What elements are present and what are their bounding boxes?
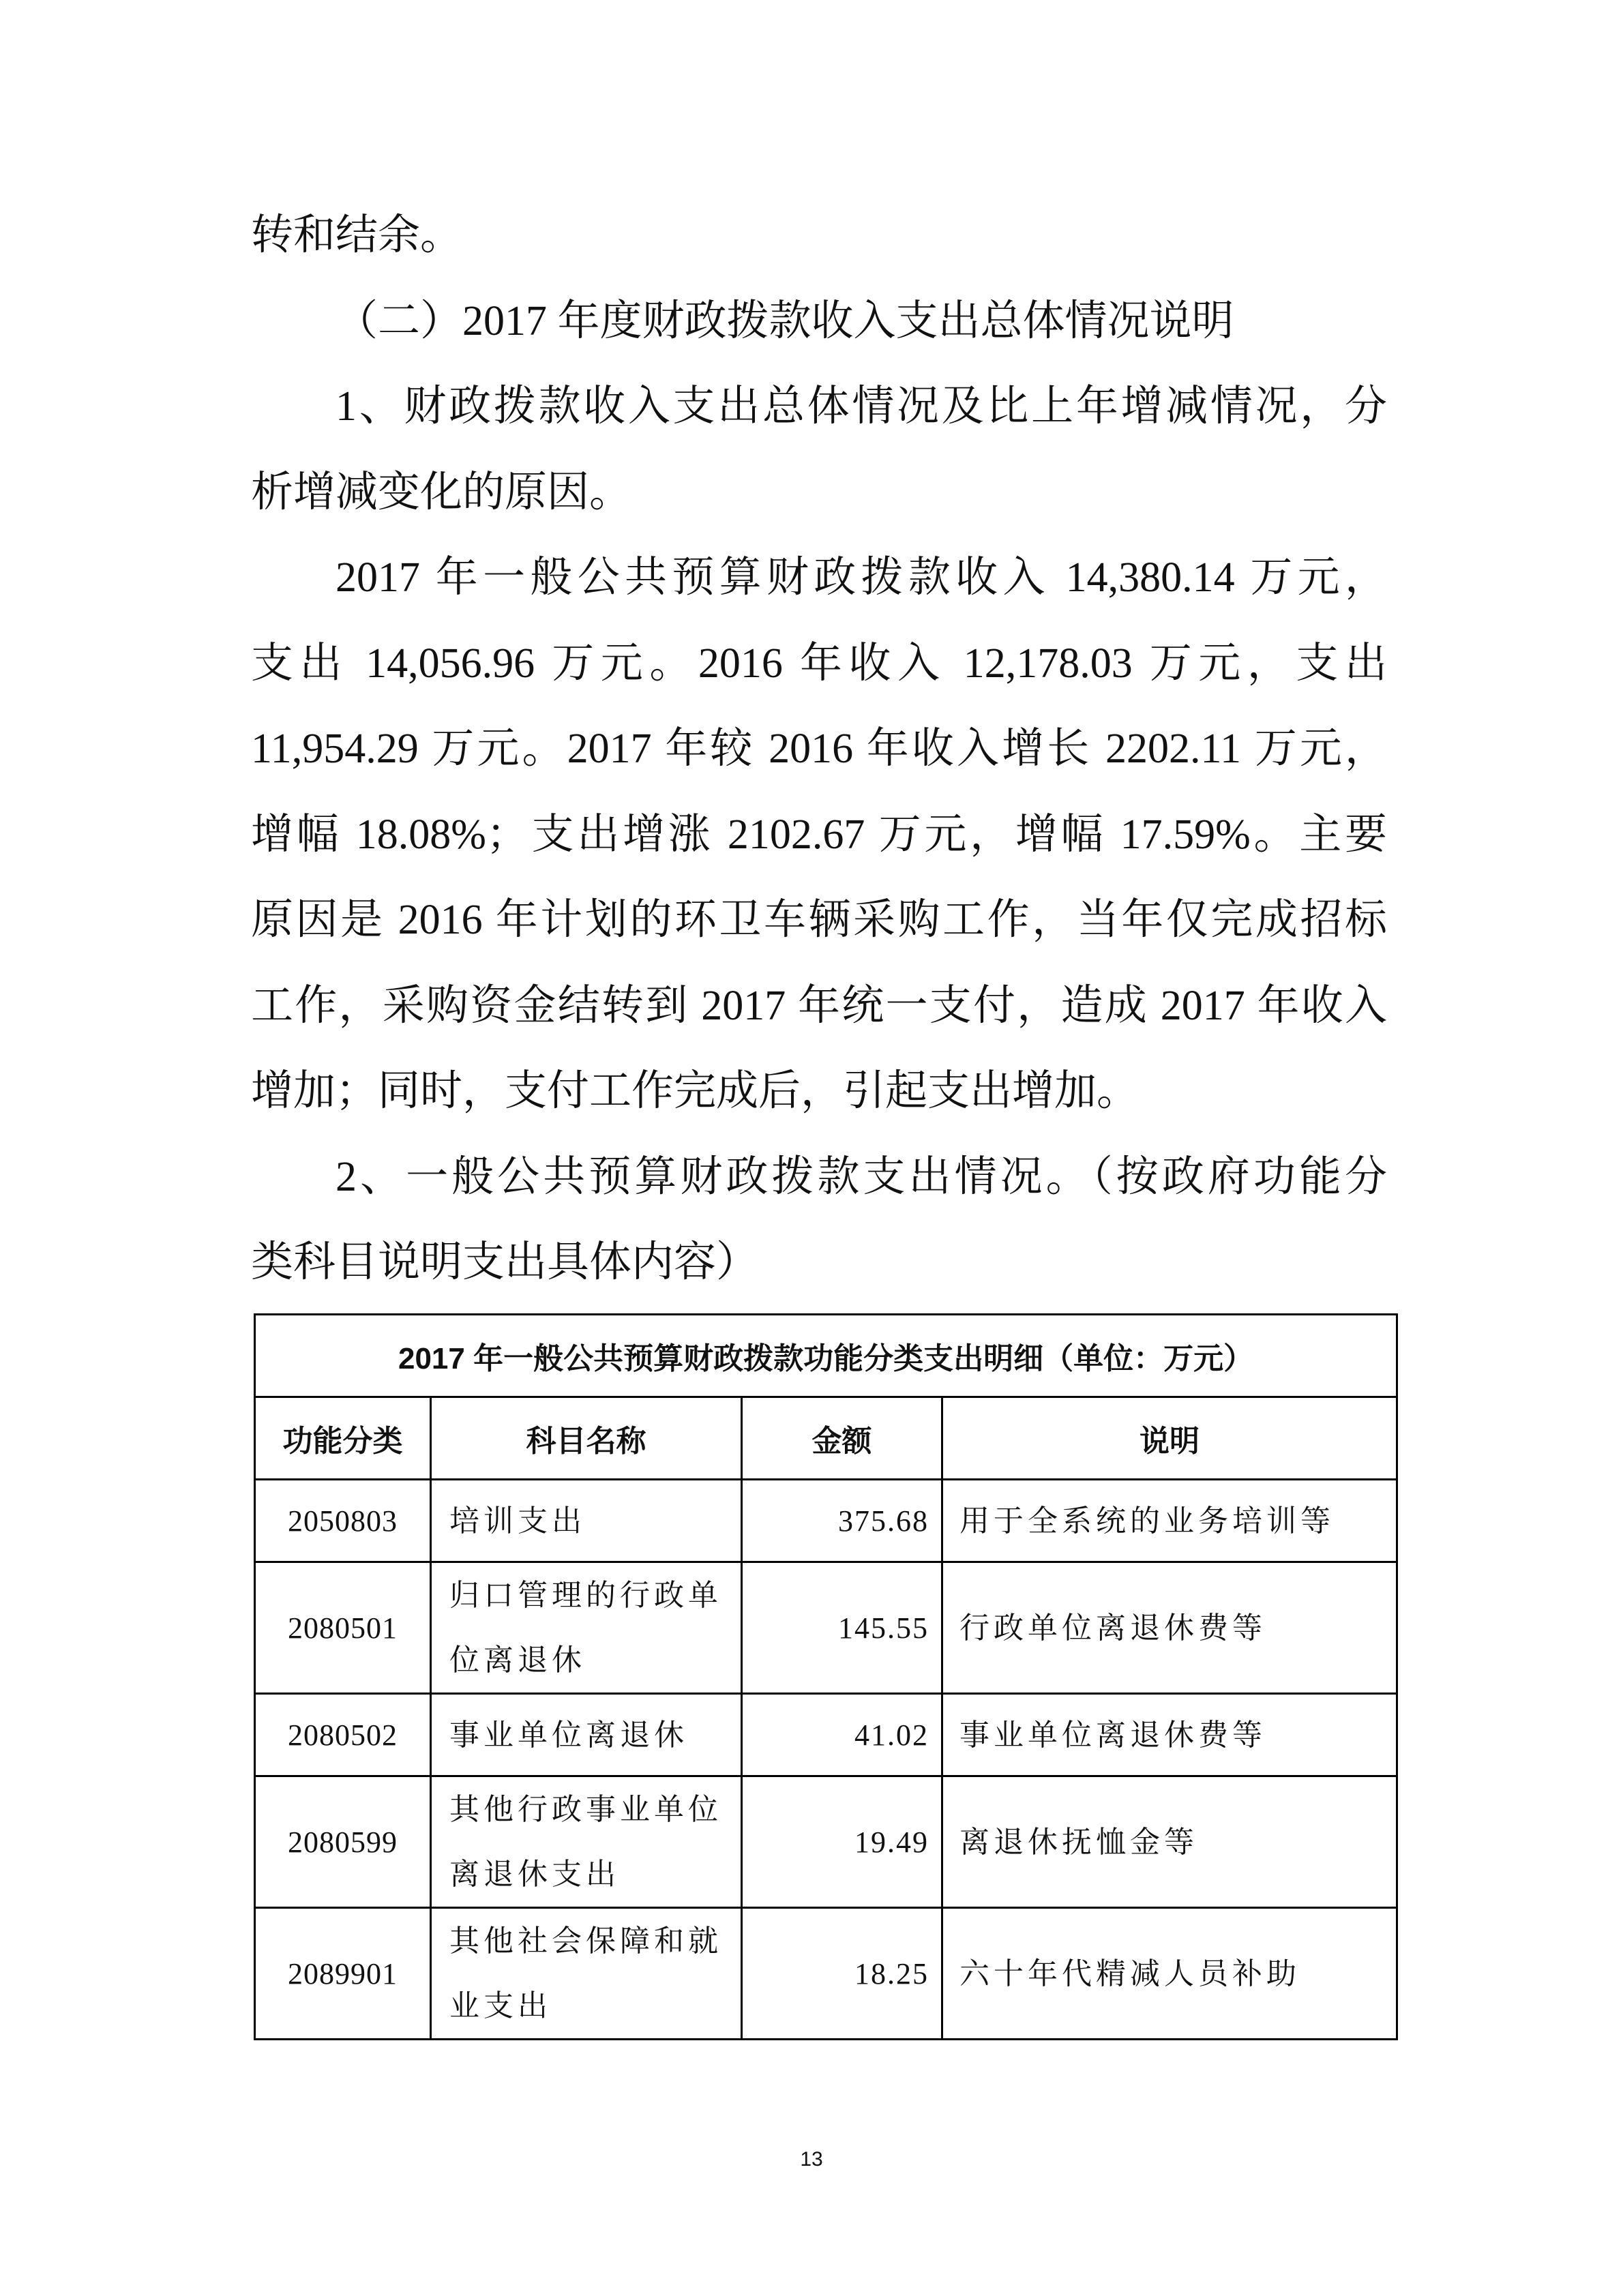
expense-detail-table bbox=[254, 1313, 1398, 2040]
body-text-line: 增幅 18.08%；支出增涨 2102.67 万元，增幅 17.59%。主要 bbox=[251, 811, 1387, 858]
function-code: 2080599 bbox=[255, 1776, 431, 1908]
function-code: 2089901 bbox=[255, 1908, 431, 2040]
section-heading: （二）2017 年度财政拨款收入支出总体情况说明 bbox=[336, 297, 1234, 344]
table-row bbox=[255, 1694, 1397, 1776]
body-text-line: 原因是 2016 年计划的环卫车辆采购工作，当年仅完成招标 bbox=[251, 897, 1387, 943]
body-text-line: 转和结余。 bbox=[251, 212, 463, 258]
subject-name-text: 培训支出 bbox=[449, 1504, 586, 1538]
description: 行政单位离退休费等 bbox=[942, 1562, 1397, 1694]
body-text-line: 2017 年一般公共预算财政拨款收入 14,380.14 万元， bbox=[336, 554, 1387, 601]
body-text-line: 2、一般公共预算财政拨款支出情况。（按政府功能分 bbox=[336, 1153, 1387, 1200]
body-text-line: 工作，采购资金结转到 2017 年统一支付，造成 2017 年收入 bbox=[251, 982, 1387, 1029]
header-amount: 金额 bbox=[742, 1397, 942, 1480]
subject-name bbox=[431, 1776, 742, 1908]
header-description: 说明 bbox=[942, 1397, 1397, 1480]
page-number: 13 bbox=[800, 2148, 823, 2171]
subject-name bbox=[431, 1562, 742, 1694]
function-code: 2080502 bbox=[255, 1694, 431, 1776]
subject-name-text: 事业单位离退休 bbox=[449, 1718, 688, 1752]
amount: 145.55 bbox=[742, 1562, 942, 1694]
table-row bbox=[255, 1480, 1397, 1562]
body-text-line: 增加；同时，支付工作完成后，引起支出增加。 bbox=[251, 1068, 1140, 1114]
amount: 18.25 bbox=[742, 1908, 942, 2040]
body-text-line: 支出 14,056.96 万元。2016 年收入 12,178.03 万元，支出 bbox=[251, 640, 1387, 687]
header-subject-name: 科目名称 bbox=[431, 1397, 742, 1480]
body-text-line: 析增减变化的原因。 bbox=[251, 468, 632, 516]
body-text-line: 1、财政拨款收入支出总体情况及比上年增减情况，分 bbox=[336, 383, 1387, 430]
body-text-line: 11,954.29 万元。2017 年较 2016 年收入增长 2202.11 万元， bbox=[251, 726, 1387, 772]
table-header-row bbox=[255, 1397, 1397, 1480]
description: 用于全系统的业务培训等 bbox=[942, 1480, 1397, 1562]
body-text-line: 类科目说明支出具体内容） bbox=[251, 1239, 759, 1285]
amount: 375.68 bbox=[742, 1480, 942, 1562]
description: 事业单位离退休费等 bbox=[942, 1694, 1397, 1776]
table-row bbox=[255, 1908, 1397, 2040]
table-row bbox=[255, 1776, 1397, 1908]
subject-name-text: 其他行政事业单位离退休支出 bbox=[449, 1793, 722, 1891]
description: 六十年代精减人员补助 bbox=[942, 1908, 1397, 2040]
table-title-row bbox=[255, 1315, 1397, 1397]
subject-name-text: 归口管理的行政单位离退休 bbox=[449, 1579, 722, 1677]
body-text bbox=[251, 193, 1387, 1306]
table-row bbox=[255, 1562, 1397, 1694]
amount: 41.02 bbox=[742, 1694, 942, 1776]
subject-name-text: 其他社会保障和就业支出 bbox=[449, 1924, 722, 2023]
subject-name bbox=[431, 1694, 742, 1776]
table-title: 2017 年一般公共预算财政拨款功能分类支出明细（单位：万元） bbox=[255, 1315, 1397, 1397]
description: 离退休抚恤金等 bbox=[942, 1776, 1397, 1908]
function-code: 2050803 bbox=[255, 1480, 431, 1562]
subject-name bbox=[431, 1480, 742, 1562]
amount: 19.49 bbox=[742, 1776, 942, 1908]
function-code: 2080501 bbox=[255, 1562, 431, 1694]
subject-name bbox=[431, 1908, 742, 2040]
header-function-category: 功能分类 bbox=[255, 1397, 431, 1480]
